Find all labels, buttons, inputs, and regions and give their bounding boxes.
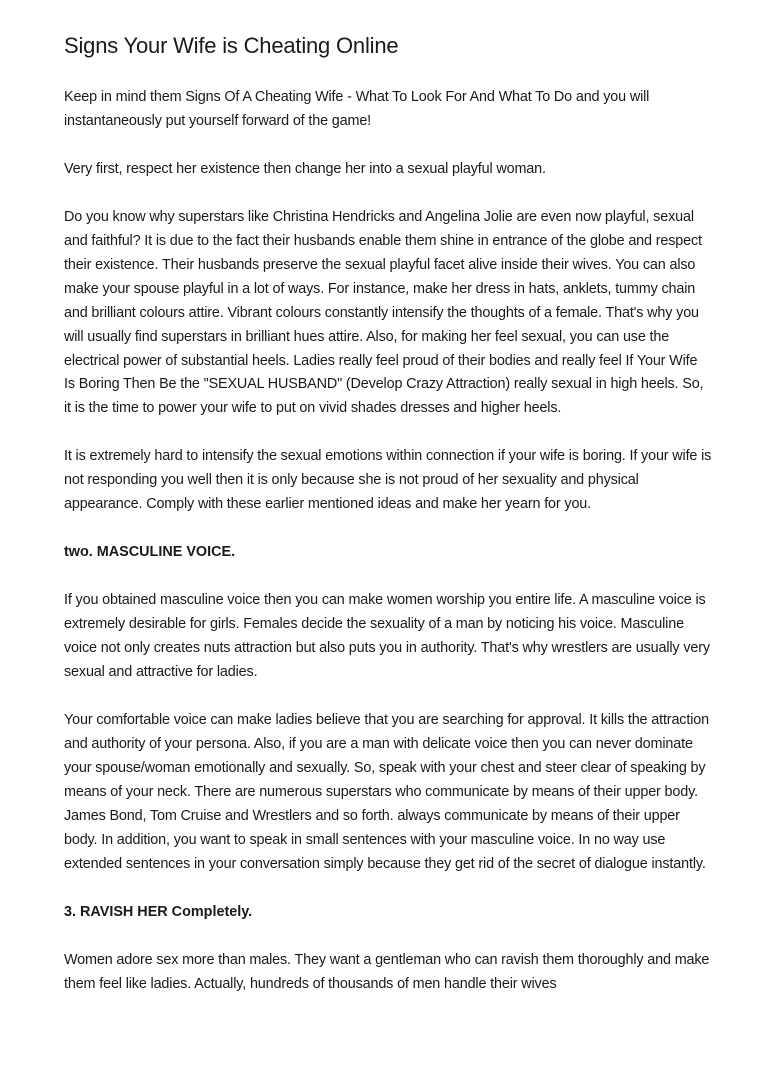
document-body: [64, 86, 712, 1021]
paragraph-intro: Keep in mind them Signs Of A Cheating Wife - What To Look For And What To Do and you will instantaneously put yourself forward of the game!: [64, 89, 650, 129]
paragraph-women-adore: Women adore sex more than males. They want a gentleman who can ravish them thoroughly and make them feel like ladies. Actually, hundreds of thousands of men handle their wives: [64, 951, 710, 992]
section-heading-masculine-voice: two. MASCULINE VOICE.: [64, 544, 236, 561]
paragraph-comfortable-voice: Your comfortable voice can make ladies believe that you are searching for approval. It kills the attraction and authority of your persona. Also, if you are a man with delicate voice then you can never dominate your spouse/woman emotionally and sexually. So, speak with your chest and steer clear of speaking by means of your neck. There are numerous superstars who communicate by means of their upper body. James Bond, Tom Cruise and Wrestlers and so forth. always communicate by means of their upper body. In addition, you want to speak in small sentences with your masculine voice. In no way use extended sentences in your conversation simply because they get rid of the secret of dialogue instantly.: [64, 712, 709, 872]
paragraph-boring-wife: It is extremely hard to intensify the sexual emotions within connection if your wife is boring. If your wife is not responding you well then it is only because she is not proud of her sexuality and physical appearance. Comply with these earlier mentioned ideas and make her yearn for you.: [64, 448, 712, 513]
paragraph-superstars: Do you know why superstars like Christina Hendricks and Angelina Jolie are even now playful, sexual and faithful? It is due to the fact their husbands enable them shine in entrance of the globe and respect their existence. Their husbands preserve the sexual playful facet alive inside their wives. You can also make your spouse playful in a lot of ways. For instance, make her dress in hats, anklets, tummy chain and brilliant colours attire. Vibrant colours constantly intensify the thoughts of a female. That's why you will usually find superstars in brilliant hues attire. Also, for making her feel sexual, you can use the electrical power of substantial heels. Ladies really feel proud of their bodies and really feel If Your Wife Is Boring Then Be the "SEXUAL HUSBAND" (Develop Crazy Attraction) really sexual in high heels. So, it is the time to power your wife to put on vivid shades dresses and higher heels.: [64, 209, 704, 417]
paragraph-masculine-voice: If you obtained masculine voice then you can make women worship you entire life. A masculine voice is extremely desirable for girls. Females decide the sexuality of a man by noticing his voice. Masculine voice not only creates nuts attraction but also puts you in authority. That's why wrestlers are usually very sexual and attractive for ladies.: [64, 592, 710, 681]
section-heading-ravish: 3. RAVISH HER Completely.: [64, 903, 253, 920]
page-title: Signs Your Wife is Cheating Online: [64, 33, 399, 58]
paragraph-respect: Very first, respect her existence then change her into a sexual playful woman.: [64, 161, 546, 177]
